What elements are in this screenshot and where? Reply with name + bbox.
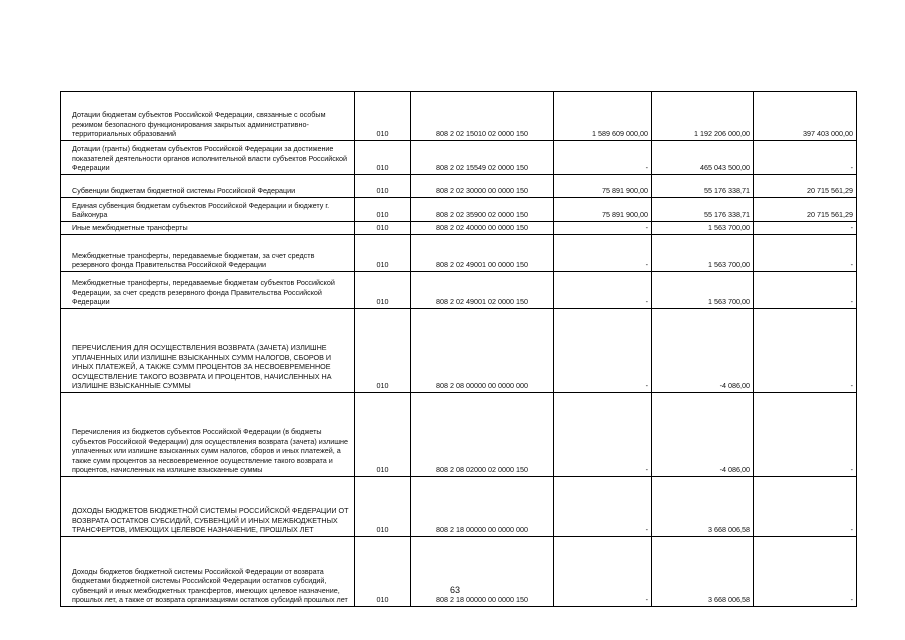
row-unexecuted: - [754, 272, 857, 309]
row-unexecuted: - [754, 393, 857, 477]
row-kbk: 808 2 02 40000 00 0000 150 [411, 222, 554, 235]
row-approved: - [554, 309, 652, 393]
row-code: 010 [355, 393, 411, 477]
table-row [61, 309, 857, 393]
row-kbk: 808 2 02 35900 02 0000 150 [411, 198, 554, 222]
row-unexecuted: - [754, 141, 857, 175]
row-unexecuted: 397 403 000,00 [754, 92, 857, 141]
row-name: Единая субвенция бюджетам субъектов Российской Федерации и бюджету г. Байконура [61, 198, 355, 222]
table-row [61, 141, 857, 175]
row-name: Субвенции бюджетам бюджетной системы Российской Федерации [61, 175, 355, 198]
row-unexecuted: - [754, 235, 857, 272]
row-unexecuted: - [754, 477, 857, 537]
table-row [61, 272, 857, 309]
row-approved: - [554, 222, 652, 235]
row-approved: - [554, 477, 652, 537]
table-row [61, 477, 857, 537]
row-kbk: 808 2 02 49001 00 0000 150 [411, 235, 554, 272]
row-executed: -4 086,00 [652, 309, 754, 393]
budget-table [60, 91, 857, 607]
table-row [61, 198, 857, 222]
row-kbk: 808 2 02 15549 02 0000 150 [411, 141, 554, 175]
row-code: 010 [355, 309, 411, 393]
row-executed: 55 176 338,71 [652, 198, 754, 222]
row-name: Иные межбюджетные трансферты [61, 222, 355, 235]
row-name: ПЕРЕЧИСЛЕНИЯ ДЛЯ ОСУЩЕСТВЛЕНИЯ ВОЗВРАТА (ЗАЧЕТА) ИЗЛИШНЕ УПЛАЧЕННЫХ ИЛИ ИЗЛИШНЕ ВЗЫСКАННЫХ СУММ НАЛОГОВ, СБОРОВ И ИНЫХ ПЛАТЕЖЕЙ, А ТАКЖЕ СУММ ПРОЦЕНТОВ ЗА НЕСВОЕВРЕМЕННОЕ ОСУЩЕСТВЛЕНИЕ ТАКОГО ВОЗВРАТА И ПРОЦЕНТОВ, НАЧИСЛЕННЫХ НА ИЗЛИШНЕ ВЗЫСКАННЫЕ СУММЫ [61, 309, 355, 393]
table-row [61, 235, 857, 272]
row-name: Доходы бюджетов бюджетной системы Российской Федерации от возврата бюджетами бюджетной системы Российской Федерации остатков субсидий, субвенций и иных межбюджетных трансфертов, имеющих целевое назначение, прошлых лет, а также от возврата организациями остатков субсидий прошлых лет [61, 537, 355, 607]
row-executed: 1 563 700,00 [652, 235, 754, 272]
row-approved: - [554, 393, 652, 477]
row-code: 010 [355, 537, 411, 607]
row-executed: 1 563 700,00 [652, 222, 754, 235]
page-number: 63 [450, 585, 461, 595]
row-executed: 1 563 700,00 [652, 272, 754, 309]
row-unexecuted: 20 715 561,29 [754, 198, 857, 222]
table-row [61, 537, 857, 607]
row-unexecuted: 20 715 561,29 [754, 175, 857, 198]
row-approved: - [554, 272, 652, 309]
table-row [61, 393, 857, 477]
row-approved: 75 891 900,00 [554, 198, 652, 222]
row-code: 010 [355, 141, 411, 175]
row-executed: 55 176 338,71 [652, 175, 754, 198]
row-executed: -4 086,00 [652, 393, 754, 477]
row-approved: 75 891 900,00 [554, 175, 652, 198]
row-unexecuted: - [754, 222, 857, 235]
row-executed: 465 043 500,00 [652, 141, 754, 175]
row-name: Дотации бюджетам субъектов Российской Федерации, связанные с особым режимом безопасного функционирования закрытых административно-территориальных образований [61, 92, 355, 141]
row-kbk: 808 2 02 49001 02 0000 150 [411, 272, 554, 309]
row-code: 010 [355, 222, 411, 235]
row-code: 010 [355, 198, 411, 222]
row-name: Дотации (гранты) бюджетам субъектов Российской Федерации за достижение показателей деятельности органов исполнительной власти субъектов Российской Федерации [61, 141, 355, 175]
row-code: 010 [355, 92, 411, 141]
row-approved: 1 589 609 000,00 [554, 92, 652, 141]
row-name: Межбюджетные трансферты, передаваемые бюджетам, за счет средств резервного фонда Правительства Российской Федерации [61, 235, 355, 272]
row-executed: 3 668 006,58 [652, 477, 754, 537]
row-code: 010 [355, 235, 411, 272]
row-executed: 1 192 206 000,00 [652, 92, 754, 141]
row-approved: - [554, 537, 652, 607]
table-row [61, 92, 857, 141]
row-code: 010 [355, 175, 411, 198]
row-code: 010 [355, 272, 411, 309]
row-approved: - [554, 235, 652, 272]
row-unexecuted: - [754, 537, 857, 607]
row-kbk: 808 2 18 00000 00 0000 150 [411, 537, 554, 607]
row-kbk: 808 2 18 00000 00 0000 000 [411, 477, 554, 537]
row-code: 010 [355, 477, 411, 537]
row-unexecuted: - [754, 309, 857, 393]
row-kbk: 808 2 08 00000 00 0000 000 [411, 309, 554, 393]
row-kbk: 808 2 08 02000 02 0000 150 [411, 393, 554, 477]
row-approved: - [554, 141, 652, 175]
row-kbk: 808 2 02 15010 02 0000 150 [411, 92, 554, 141]
row-kbk: 808 2 02 30000 00 0000 150 [411, 175, 554, 198]
row-name: ДОХОДЫ БЮДЖЕТОВ БЮДЖЕТНОЙ СИСТЕМЫ РОССИЙСКОЙ ФЕДЕРАЦИИ ОТ ВОЗВРАТА ОСТАТКОВ СУБСИДИЙ, СУБВЕНЦИЙ И ИНЫХ МЕЖБЮДЖЕТНЫХ ТРАНСФЕРТОВ, ИМЕЮЩИХ ЦЕЛЕВОЕ НАЗНАЧЕНИЕ, ПРОШЛЫХ ЛЕТ [61, 477, 355, 537]
table-row [61, 222, 857, 235]
row-name: Перечисления из бюджетов субъектов Российской Федерации (в бюджеты субъектов Российской Федерации) для осуществления возврата (зачета) излишне уплаченных или излишне взысканных сумм налогов, сборов и иных платежей, а также сумм процентов за несвоевременное осуществление такого возврата и процентов, начисленных на излишне взысканные суммы [61, 393, 355, 477]
row-executed: 3 668 006,58 [652, 537, 754, 607]
table-row [61, 175, 857, 198]
row-name: Межбюджетные трансферты, передаваемые бюджетам субъектов Российской Федерации, за счет средств резервного фонда Правительства Российской Федерации [61, 272, 355, 309]
